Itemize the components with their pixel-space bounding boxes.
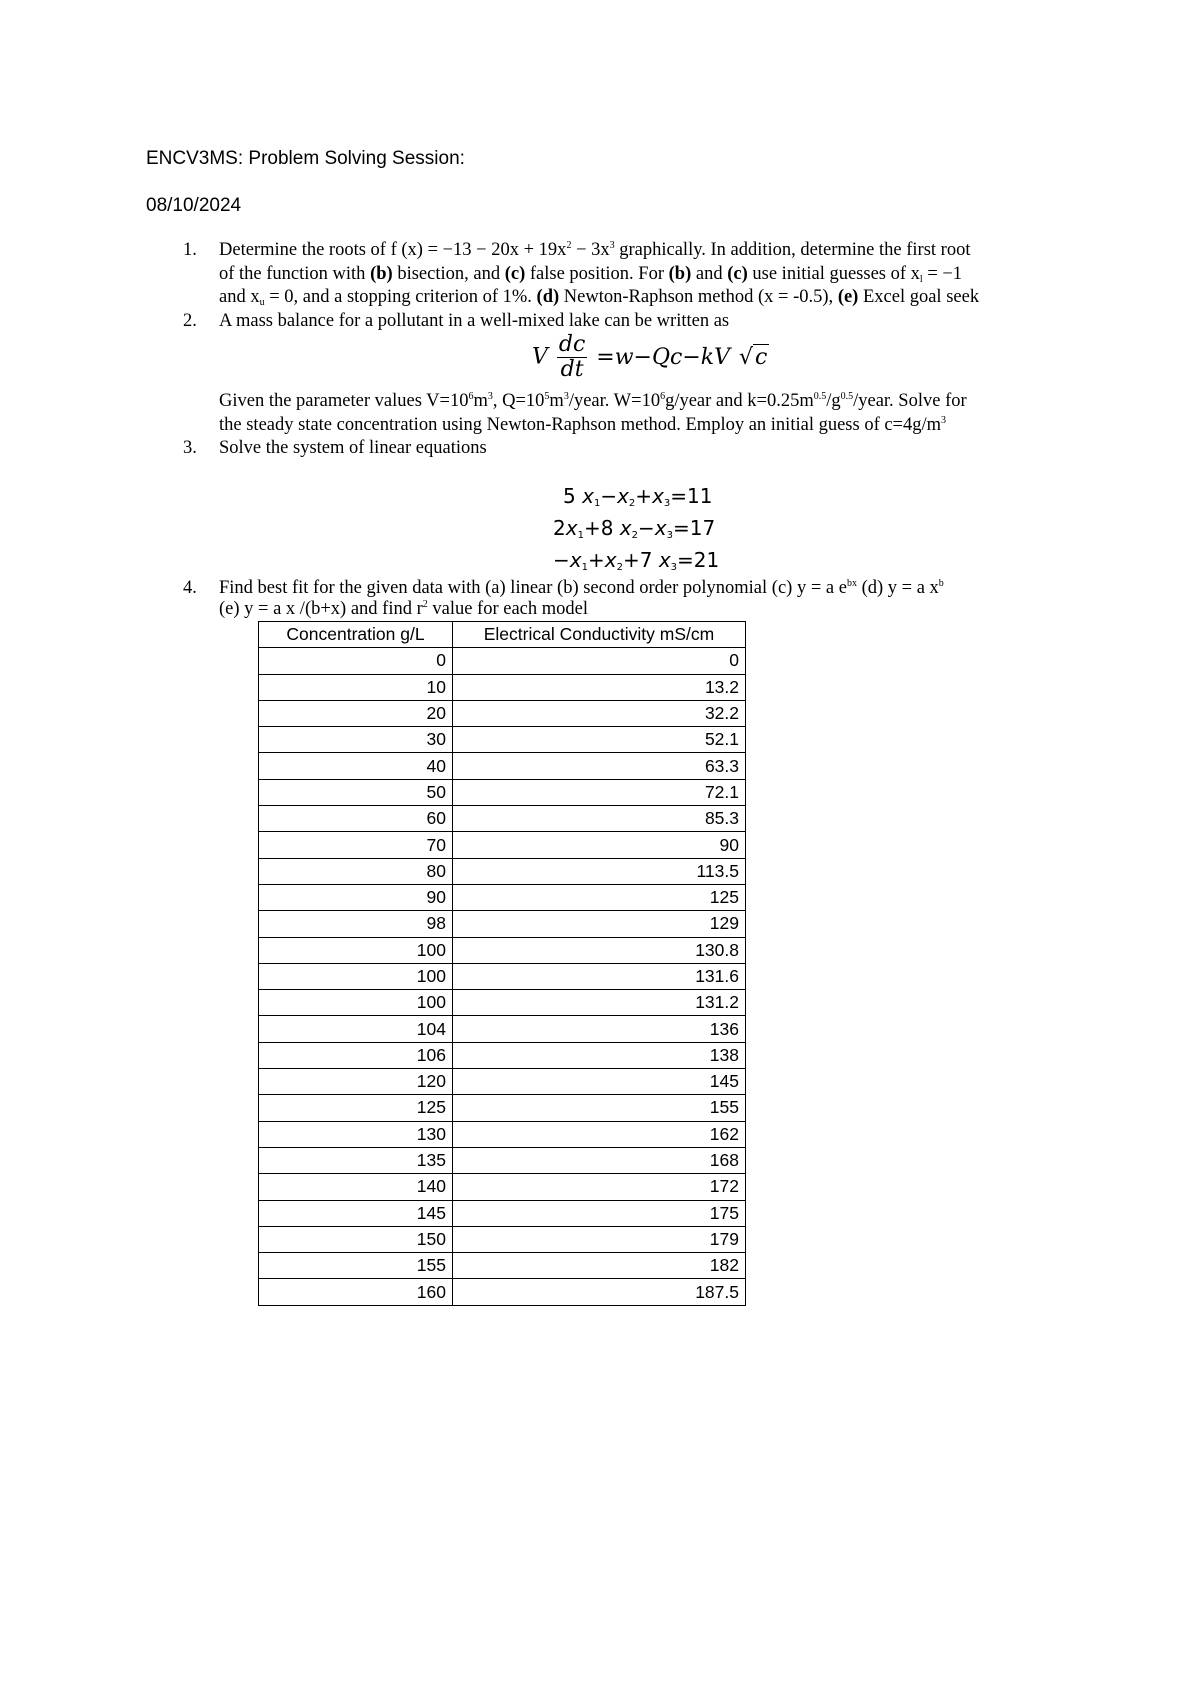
table-row (259, 911, 746, 937)
cell-concentration: 106 (259, 1042, 453, 1068)
cell-concentration: 120 (259, 1069, 453, 1095)
table-row (259, 963, 746, 989)
cell-conductivity: 85.3 (453, 806, 746, 832)
cell-concentration: 155 (259, 1253, 453, 1279)
cell-concentration: 125 (259, 1095, 453, 1121)
table-row (259, 884, 746, 910)
cell-concentration: 100 (259, 963, 453, 989)
table-row (259, 1147, 746, 1173)
cell-concentration: 145 (259, 1200, 453, 1226)
table-row (259, 779, 746, 805)
document-title: ENCV3MS: Problem Solving Session: (146, 148, 465, 169)
data-table (258, 621, 746, 1306)
cell-concentration: 80 (259, 858, 453, 884)
table-row (259, 1253, 746, 1279)
table-row (259, 937, 746, 963)
column-header-concentration: Concentration g/L (259, 622, 453, 648)
cell-conductivity: 125 (453, 884, 746, 910)
cell-conductivity: 145 (453, 1069, 746, 1095)
table-row (259, 1279, 746, 1305)
cell-concentration: 10 (259, 674, 453, 700)
table-row (259, 648, 746, 674)
table-row (259, 1121, 746, 1147)
cell-concentration: 20 (259, 700, 453, 726)
cell-conductivity: 175 (453, 1200, 746, 1226)
cell-concentration: 98 (259, 911, 453, 937)
mass-balance-equation: V $\frac{dc}{dt}$ =w−Qc−kV √c (532, 332, 768, 382)
cell-conductivity: 63.3 (453, 753, 746, 779)
cell-conductivity: 90 (453, 832, 746, 858)
table-row (259, 1226, 746, 1252)
cell-conductivity: 168 (453, 1147, 746, 1173)
cell-conductivity: 172 (453, 1174, 746, 1200)
cell-concentration: 140 (259, 1174, 453, 1200)
question-2-intro: A mass balance for a pollutant in a well-mixed lake can be written as (219, 311, 730, 331)
cell-conductivity: 113.5 (453, 858, 746, 884)
cell-concentration: 40 (259, 753, 453, 779)
question-3-intro: Solve the system of linear equations (219, 438, 487, 458)
question-1-text: Determine the roots of f $(x) = -13 - 20x + 19x^2 - 3x^3$ graphically. In addition, determine the first root of the function with (b) bisection, and (c) false position. For (b) and (c) use initial guesses of $x_l = -1$ and $x_u = 0$, and a stopping criterion of 1%. (d) Newton-Raphson method (x = -0.5), (e) Excel goal seek (219, 240, 980, 308)
cell-conductivity: 131.6 (453, 963, 746, 989)
cell-conductivity: 32.2 (453, 700, 746, 726)
cell-conductivity: 129 (453, 911, 746, 937)
cell-conductivity: 0 (453, 648, 746, 674)
cell-concentration: 150 (259, 1226, 453, 1252)
cell-concentration: 104 (259, 1016, 453, 1042)
table-row (259, 806, 746, 832)
table-row (259, 1069, 746, 1095)
cell-conductivity: 179 (453, 1226, 746, 1252)
question-2-number: 2. (183, 311, 197, 331)
cell-concentration: 100 (259, 937, 453, 963)
table-row (259, 1095, 746, 1121)
table-row (259, 674, 746, 700)
cell-conductivity: 138 (453, 1042, 746, 1068)
table-row (259, 1042, 746, 1068)
table-row (259, 1016, 746, 1042)
cell-concentration: 160 (259, 1279, 453, 1305)
cell-conductivity: 13.2 (453, 674, 746, 700)
table-row (259, 727, 746, 753)
cell-concentration: 100 (259, 990, 453, 1016)
table-row (259, 832, 746, 858)
table-row (259, 753, 746, 779)
column-header-conductivity: Electrical Conductivity mS/cm (453, 622, 746, 648)
table-row (259, 1200, 746, 1226)
table-row (259, 1174, 746, 1200)
cell-conductivity: 72.1 (453, 779, 746, 805)
cell-concentration: 30 (259, 727, 453, 753)
cell-conductivity: 136 (453, 1016, 746, 1042)
table-header-row (259, 622, 746, 648)
cell-conductivity: 130.8 (453, 937, 746, 963)
table-row (259, 700, 746, 726)
linear-equation-3: $-x_1+x_2+7$ $x_3=21$ (553, 548, 720, 573)
cell-conductivity: 52.1 (453, 727, 746, 753)
table-row (259, 858, 746, 884)
linear-equation-2: $2x_1+8$ $x_2-x_3=17$ (553, 516, 716, 541)
cell-concentration: 0 (259, 648, 453, 674)
cell-concentration: 135 (259, 1147, 453, 1173)
document-date: 08/10/2024 (146, 195, 242, 216)
cell-concentration: 50 (259, 779, 453, 805)
cell-conductivity: 182 (453, 1253, 746, 1279)
cell-conductivity: 187.5 (453, 1279, 746, 1305)
cell-concentration: 70 (259, 832, 453, 858)
linear-equation-1: 5 $x_1-x_2+x_3=11$ (563, 484, 713, 509)
cell-concentration: 130 (259, 1121, 453, 1147)
table-row (259, 990, 746, 1016)
question-4-text: Find best fit for the given data with (a) linear (b) second order polynomial (c) y = a $e^{bx}$ (d) y = a $x^b$ (e) y = a x /(b+x) and find $r^2$ value for each model (219, 578, 944, 619)
cell-concentration: 60 (259, 806, 453, 832)
question-4-number: 4. (183, 578, 197, 598)
cell-conductivity: 162 (453, 1121, 746, 1147)
cell-conductivity: 155 (453, 1095, 746, 1121)
question-3-number: 3. (183, 438, 197, 458)
question-1-number: 1. (183, 240, 197, 260)
cell-conductivity: 131.2 (453, 990, 746, 1016)
cell-concentration: 90 (259, 884, 453, 910)
